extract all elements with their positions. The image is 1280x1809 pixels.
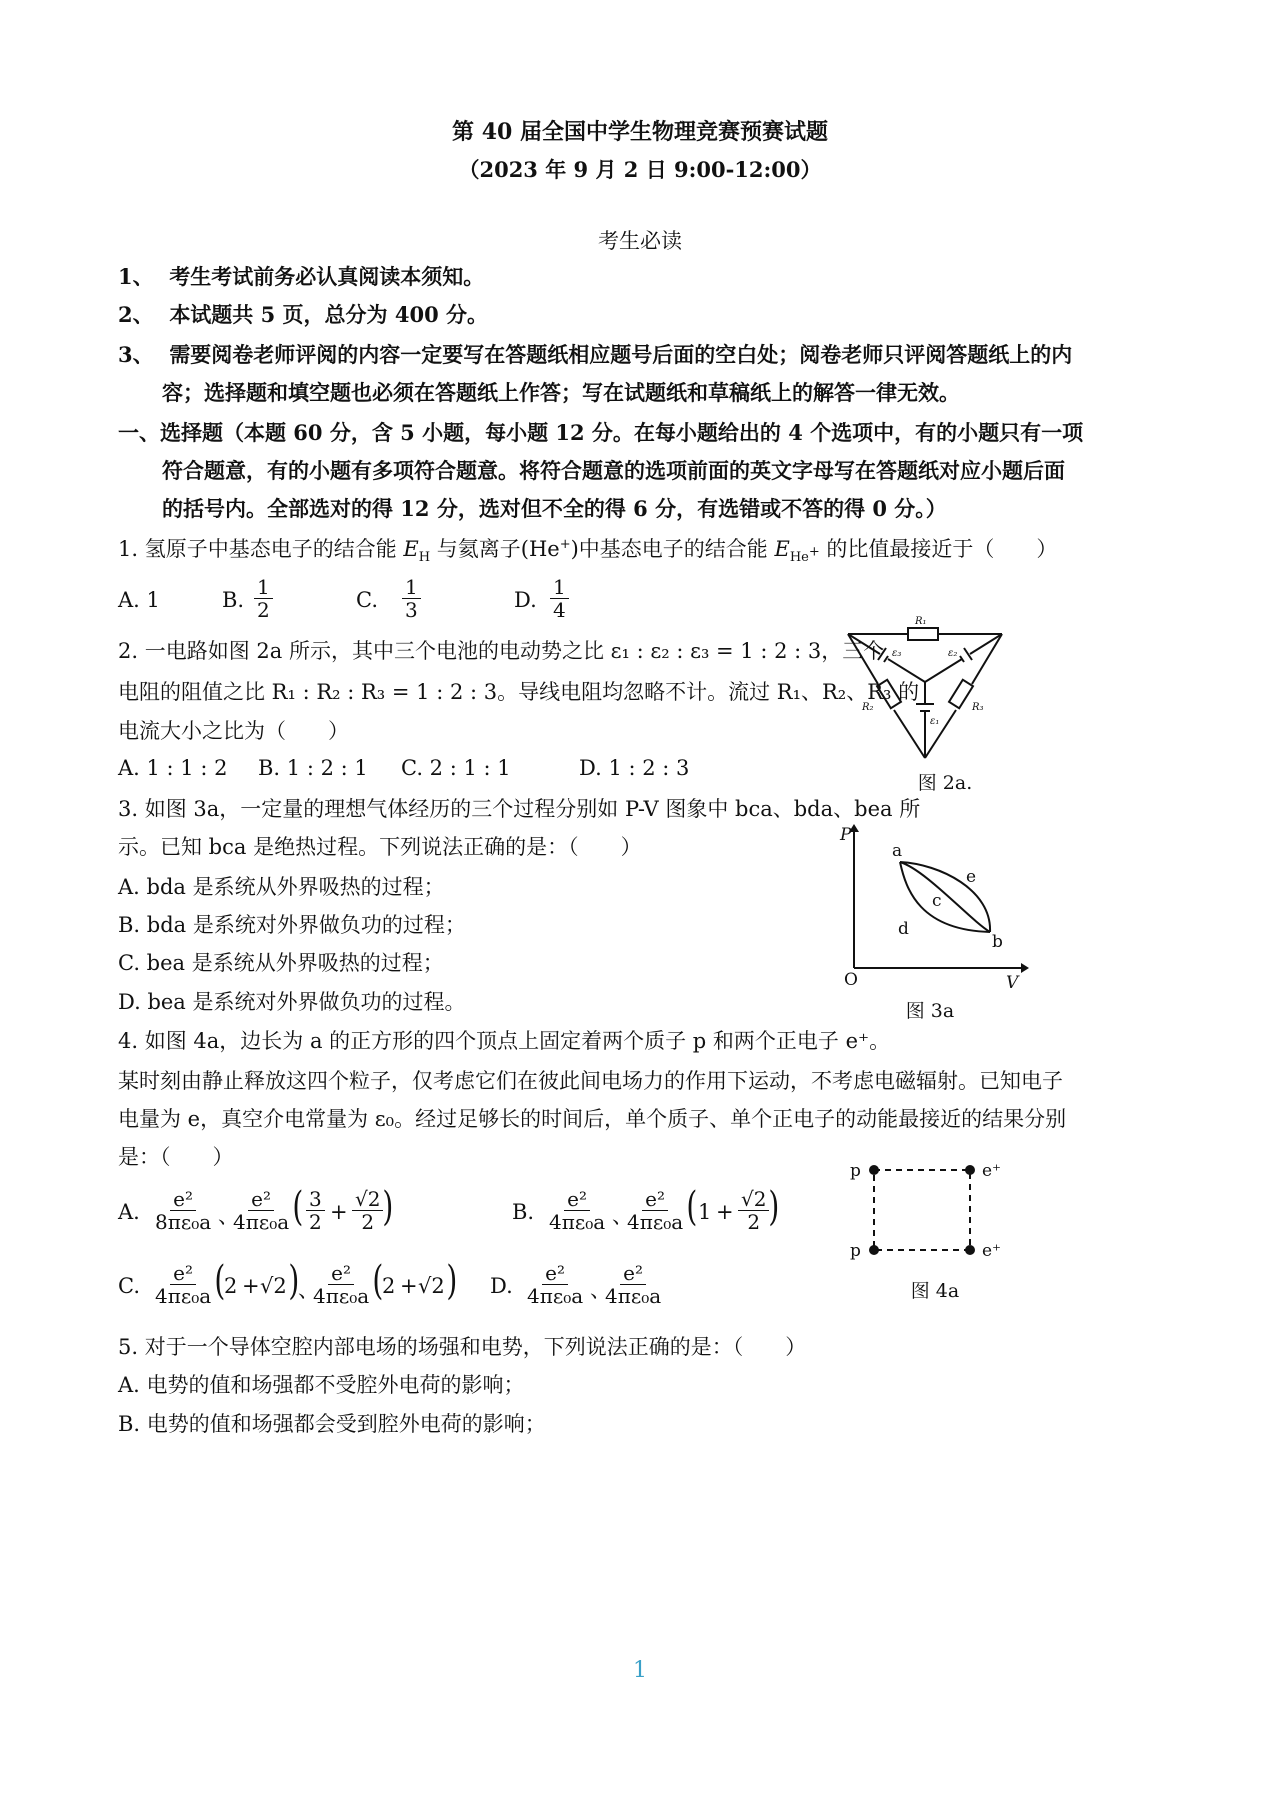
notice-item-number: 1、 <box>118 264 154 289</box>
denominator: 4 <box>553 598 566 622</box>
label-e-bottom: e⁺ <box>982 1241 1002 1261</box>
numerator: e² <box>642 1188 668 1211</box>
q1-option-a[interactable]: A. 1 <box>118 588 160 612</box>
sqrt2: √2 <box>260 1274 287 1298</box>
paren: ( <box>372 1258 384 1304</box>
exam-title: 第 40 届全国中学生物理竞赛预赛试题 <box>452 119 828 145</box>
numerator: e² <box>170 1262 196 1285</box>
q3-option-a[interactable]: A. bda 是系统从外界吸热的过程； <box>118 875 445 899</box>
notice-item-3-cont: 容；选择题和填空题也必须在答题纸上作答；写在试题纸和草稿纸上的解答一律无效。 <box>162 380 960 405</box>
paren: ) <box>768 1184 780 1230</box>
label-a: a <box>892 841 903 861</box>
denominator: 4πε₀a <box>627 1210 684 1234</box>
q1-option-c-label[interactable]: C. <box>356 588 378 612</box>
notice-item-text: 考生考试前务必认真阅读本须知。 <box>169 264 485 289</box>
frac-root2-over-2 <box>352 1188 383 1233</box>
section-1-intro-2: 符合题意，有的小题有多项符合题意。将符合题意的选项前面的英文字母写在答题纸对应小题后面 <box>162 458 1065 483</box>
numerator: √2 <box>738 1188 769 1211</box>
denominator: 3 <box>405 598 418 622</box>
numerator: √2 <box>352 1188 383 1211</box>
denominator: 4πε₀a <box>605 1284 662 1308</box>
wire <box>972 634 1002 684</box>
question-4-line-4: 是：（ ） <box>118 1145 234 1169</box>
numerator: e² <box>248 1188 274 1211</box>
q1-option-d-fraction <box>550 576 569 621</box>
notice-item-2 <box>118 300 488 330</box>
q4-options-row-1 <box>118 1184 858 1244</box>
question-3-line-2: 示。已知 bca 是绝热过程。下列说法正确的是：（ ） <box>118 835 642 859</box>
q4-option-d-label[interactable]: D. <box>490 1274 513 1298</box>
label-c: c <box>932 891 942 911</box>
denominator: 2 <box>747 1210 761 1234</box>
q5-option-a[interactable]: A. 电势的值和场强都不受腔外电荷的影响； <box>118 1373 525 1397</box>
figure-2a-caption: 图 2a. <box>917 772 973 794</box>
question-3-line-1: 3. 如图 3a，一定量的理想气体经历的三个过程分别如 P-V 图象中 bca、bda、bea 所 <box>118 797 921 821</box>
question-4-line-1: 4. 如图 4a，边长为 a 的正方形的四个顶点上固定着两个质子 p 和两个正电子 e⁺。 <box>118 1029 891 1053</box>
numerator: 1 <box>254 576 273 599</box>
denominator: 2 <box>257 598 270 622</box>
wire <box>970 634 1002 654</box>
q5-option-b[interactable]: B. 电势的值和场强都会受到腔外电荷的影响； <box>118 1412 546 1436</box>
notice-item-1 <box>118 262 484 292</box>
question-1-stem <box>118 530 1057 573</box>
q1-sup-plus: + <box>559 537 571 552</box>
q1-symbol-e: E <box>403 537 419 561</box>
label-r3: R₃ <box>972 702 984 713</box>
question-2-line-2: 电阻的阻值之比 R₁ : R₂ : R₃ = 1 : 2 : 3。导线电阻均忽略不计。流过 R₁、R₂、R₃ 的 <box>118 680 920 704</box>
question-2-options <box>118 756 818 786</box>
two: 2 <box>224 1274 238 1298</box>
q1-option-b-label[interactable]: B. <box>222 588 245 612</box>
numerator: 3 <box>306 1188 325 1211</box>
charge-positron-bottom <box>965 1245 975 1255</box>
wire <box>848 634 880 654</box>
separator: 、 <box>590 1278 611 1302</box>
numerator: e² <box>328 1262 354 1285</box>
q4-option-d-frac-2 <box>602 1262 664 1307</box>
resistor-r1 <box>908 628 938 640</box>
numerator: 1 <box>550 576 569 599</box>
question-2-line-1: 2. 一电路如图 2a 所示，其中三个电池的电动势之比 ε₁ : ε₂ : ε₃ = 1 : 2 : 3，三个 <box>118 639 885 663</box>
q3-option-c[interactable]: C. bea 是系统从外界吸热的过程； <box>118 951 444 975</box>
q3-option-b[interactable]: B. bda 是系统对外界做负功的过程； <box>118 913 466 937</box>
charge-positron-top <box>965 1165 975 1175</box>
section-1-intro-3: 的括号内。全部选对的得 12 分，选对但不全的得 6 分，有选错或不答的得 0 分。） <box>162 496 947 521</box>
q2-option-b[interactable]: B. 1 : 2 : 1 <box>258 756 368 780</box>
paren: ( <box>214 1258 226 1304</box>
figure-4a-caption: 图 4a <box>910 1280 960 1302</box>
label-v: V <box>1006 973 1019 993</box>
notice-item-number: 3、 <box>118 342 154 367</box>
numerator: e² <box>170 1188 196 1211</box>
wire <box>925 659 962 682</box>
denominator: 4πε₀a <box>313 1284 370 1308</box>
denominator: 4πε₀a <box>155 1284 212 1308</box>
wire <box>888 659 925 682</box>
page-number: 1 <box>633 1658 647 1683</box>
section-1-intro-1: 一、选择题（本题 60 分，含 5 小题，每小题 12 分。在每小题给出的 4 个选项中，有的小题只有一项 <box>118 420 1084 445</box>
label-p-top: p <box>850 1161 861 1181</box>
label-e2: ε₂ <box>948 648 958 659</box>
frac-root2-over-2 <box>738 1188 769 1233</box>
notice-item-text: 需要阅卷老师评阅的内容一定要写在答题纸相应题号后面的空白处；阅卷老师只评阅答题纸上的内 <box>169 342 1073 367</box>
q4-option-c-label[interactable]: C. <box>118 1274 140 1298</box>
q1-option-c-fraction <box>402 576 421 621</box>
label-b: b <box>992 932 1003 952</box>
q4-option-a-frac-2 <box>230 1188 292 1233</box>
separator: 、 <box>218 1204 239 1228</box>
q1-symbol-e2: E <box>774 537 790 561</box>
q4-option-d-frac-1 <box>524 1262 586 1307</box>
label-p-bottom: p <box>850 1241 861 1261</box>
question-4-line-2: 某时刻由静止释放这四个粒子，仅考虑它们在彼此间电场力的作用下运动，不考虑电磁辐射。已知电子 <box>118 1069 1063 1093</box>
q4-option-b-label[interactable]: B. <box>512 1200 535 1224</box>
paren: ) <box>382 1184 394 1230</box>
plus: + <box>330 1200 348 1224</box>
numerator: e² <box>542 1262 568 1285</box>
q4-option-c-frac-1 <box>152 1262 214 1307</box>
q4-options-row-2 <box>118 1258 858 1318</box>
resistor-r2 <box>877 680 901 708</box>
paren: ) <box>288 1258 300 1304</box>
q1-text-a: 1. 氢原子中基态电子的结合能 <box>118 537 404 561</box>
numerator: e² <box>564 1188 590 1211</box>
separator: 、 <box>298 1278 319 1302</box>
charge-proton-top <box>869 1165 879 1175</box>
plus: + <box>242 1274 260 1298</box>
q4-option-b-frac-1 <box>546 1188 608 1233</box>
q2-option-a[interactable]: A. 1 : 1 : 2 <box>118 756 228 780</box>
label-origin: O <box>844 970 858 990</box>
two: 2 <box>382 1274 396 1298</box>
battery-e3-plate <box>884 656 888 662</box>
figure-3a-pv-diagram <box>830 820 1030 1000</box>
figure-4a-square <box>840 1158 1030 1268</box>
denominator: 2 <box>309 1210 322 1234</box>
q2-option-d[interactable]: D. 1 : 2 : 3 <box>579 756 690 780</box>
label-e-top: e⁺ <box>982 1161 1002 1181</box>
q1-text-d: 的比值最接近于（ ） <box>819 537 1058 561</box>
paren: ) <box>446 1258 458 1304</box>
denominator: 2 <box>361 1210 375 1234</box>
numerator: e² <box>620 1262 646 1285</box>
q1-option-d-label[interactable]: D. <box>514 588 537 612</box>
label-e: e <box>966 867 977 887</box>
q1-text-c: )中基态电子的结合能 <box>570 537 775 561</box>
q3-option-d[interactable]: D. bea 是系统对外界做负功的过程。 <box>118 990 466 1014</box>
numerator: 1 <box>402 576 421 599</box>
q1-option-b-fraction <box>254 576 273 621</box>
denominator: 4πε₀a <box>527 1284 584 1308</box>
q1-text-b: 与氦离子(He <box>430 537 560 561</box>
denominator: 8πε₀a <box>155 1210 212 1234</box>
exam-date: （2023 年 9 月 2 日 9:00-12:00） <box>458 157 822 182</box>
q1-sub-he: He <box>789 550 809 566</box>
plus: + <box>716 1200 734 1224</box>
wire <box>894 710 925 758</box>
resistor-r3 <box>949 680 973 708</box>
notice-item-text: 本试题共 5 页，总分为 400 分。 <box>169 302 489 327</box>
label-e1: ε₁ <box>930 716 940 727</box>
question-5-stem: 5. 对于一个导体空腔内部电场的场强和电势，下列说法正确的是：（ ） <box>118 1335 807 1359</box>
v-axis-arrow <box>1021 963 1029 973</box>
square-outline <box>874 1170 970 1250</box>
notice-item-3 <box>118 340 1072 370</box>
q1-sub-h: H <box>418 550 431 566</box>
question-1-options <box>118 576 618 632</box>
q4-option-a-frac-1 <box>152 1188 214 1233</box>
plus: + <box>400 1274 418 1298</box>
q4-option-c-frac-2 <box>310 1262 372 1307</box>
paren: ( <box>686 1184 698 1230</box>
notice-item-number: 2、 <box>118 302 154 327</box>
wire <box>848 634 878 684</box>
question-2-line-3: 电流大小之比为（ ） <box>118 719 349 743</box>
q4-option-a-label[interactable]: A. <box>118 1200 140 1224</box>
question-4-line-3: 电量为 e，真空介电常量为 ε₀。经过足够长的时间后，单个质子、单个正电子的动能最接近的结果分别 <box>118 1107 1067 1131</box>
denominator: 4πε₀a <box>549 1210 606 1234</box>
q2-option-c[interactable]: C. 2 : 1 : 1 <box>401 756 511 780</box>
notice-heading: 考生必读 <box>598 229 682 253</box>
label-p: P <box>840 825 852 845</box>
charge-proton-bottom <box>869 1245 879 1255</box>
label-r2: R₂ <box>862 702 874 713</box>
label-r1: R₁ <box>915 616 927 627</box>
denominator: 4πε₀a <box>233 1210 290 1234</box>
sqrt2: √2 <box>418 1274 445 1298</box>
figure-3a-caption: 图 3a <box>905 1000 955 1022</box>
one: 1 <box>698 1200 712 1224</box>
q4-option-b-frac-2 <box>624 1188 686 1233</box>
figure-2a-circuit <box>840 612 1040 762</box>
label-d: d <box>898 919 909 939</box>
label-e3: ε₃ <box>892 648 902 659</box>
paren: ( <box>292 1184 304 1230</box>
frac-three-halves <box>306 1188 325 1233</box>
q1-sub-sup-plus: + <box>808 544 820 560</box>
separator: 、 <box>612 1204 633 1228</box>
